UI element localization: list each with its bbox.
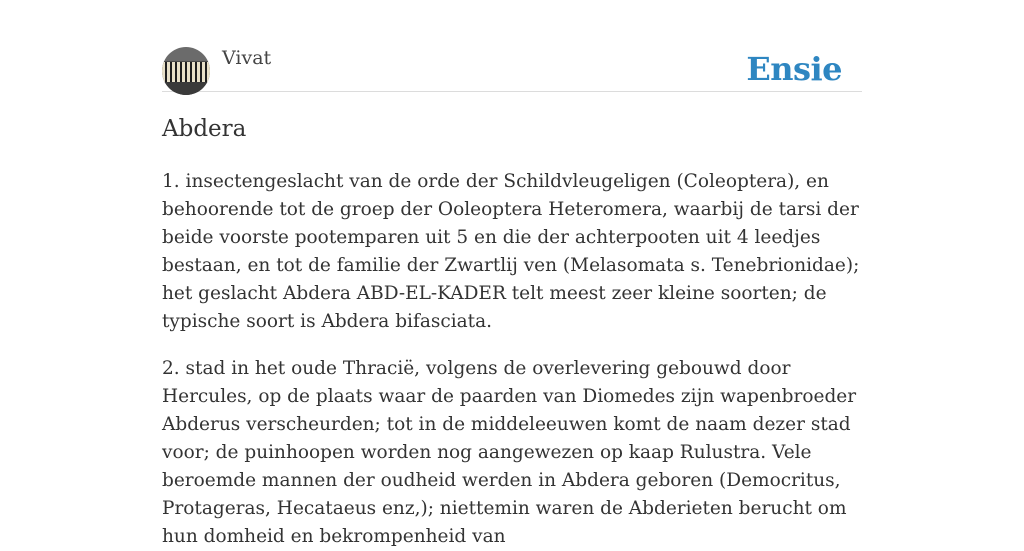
shelf-shadow — [162, 82, 210, 95]
brand-logo[interactable]: Ensie — [746, 50, 842, 88]
definition-paragraph: 1. insectengeslacht van de orde der Schildvleugeligen (Coleoptera), en behoorende tot de groep der Ooleoptera Heteromera, waarbij de tarsi der beide voorste pootemparen uit 5 en die der achterpooten uit 4 leedjes bestaan, en tot de familie der Zwartlij ven (Melasomata s. Tenebrionidae); het geslacht Abdera ABD-EL-KADER telt meest zeer kleine soorten; de typische soort is Abdera bifasciata. — [162, 171, 860, 332]
page-title: Abdera — [162, 116, 247, 142]
avatar[interactable] — [162, 47, 210, 95]
definition-paragraph: 2. stad in het oude Thracië, volgens de overlevering gebouwd door Hercules, op de plaats waar de paarden van Diomedes zijn wapenbroeder Abderus verscheurden; tot in de middeleeuwen komt de naam dezer stad voor; de puinhoopen worden nog aangewezen op kaap Rulustra. Vele beroemde mannen der oudheid werden in Abdera geboren (Democritus, Protageras, Hecataeus enz,); niettemin waren de Abderieten berucht om hun domheid en bekrompenheid van — [162, 358, 857, 547]
header — [162, 0, 862, 92]
bookshelf-image — [162, 62, 210, 82]
site-name[interactable]: Vivat — [222, 47, 272, 69]
content-container — [162, 0, 862, 547]
